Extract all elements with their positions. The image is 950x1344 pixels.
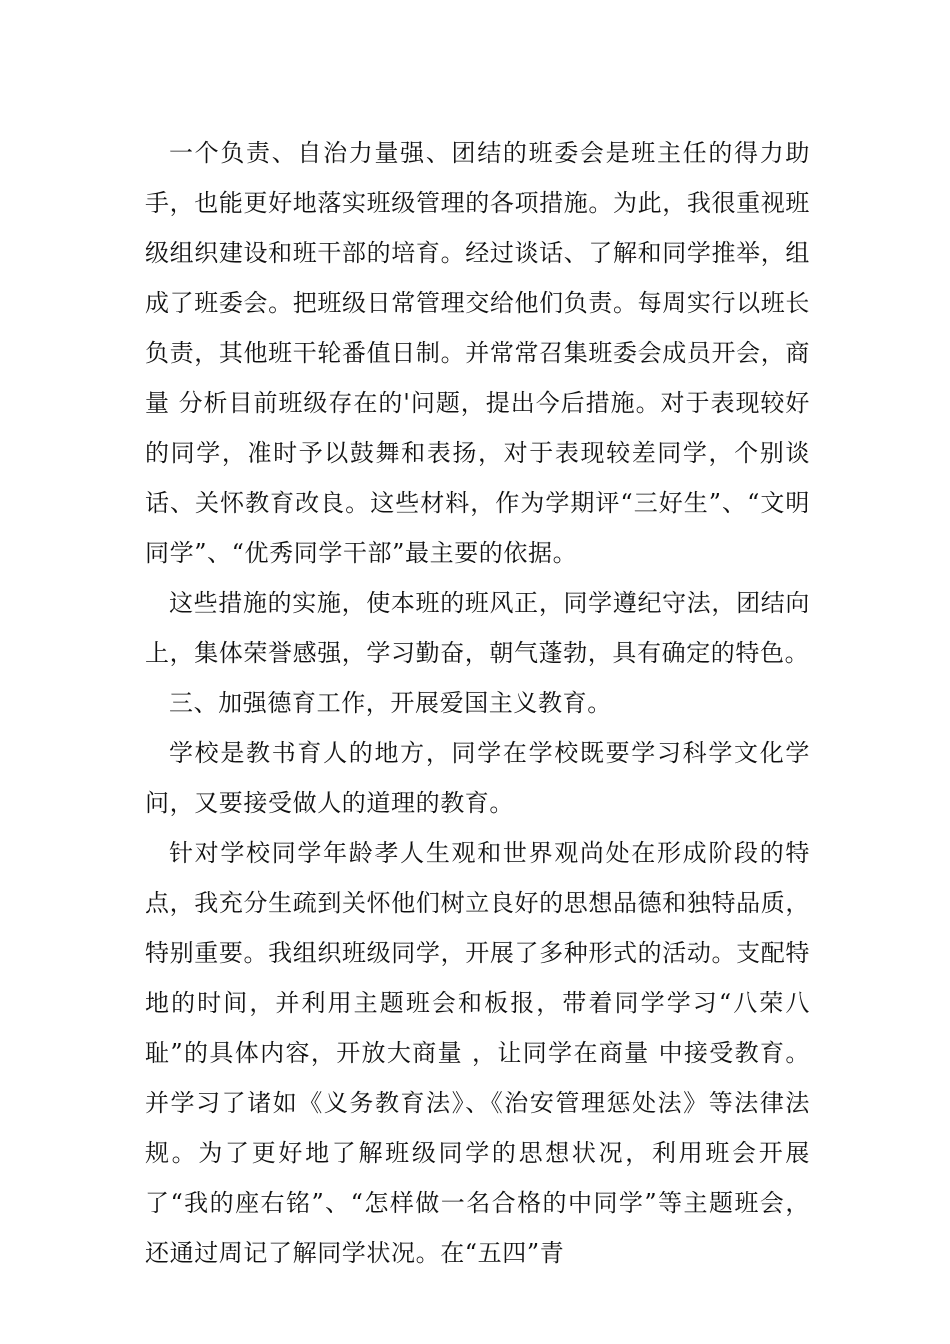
- paragraph-measures-result: 这些措施的实施，使本班的班风正，同学遵纪守法，团结向上，集体荣誉感强，学习勤奋，朝气蓬勃，具有确定的特色。: [145, 589, 810, 667]
- paragraph-activities: 针对学校同学年龄孝人生观和世界观尚处在形成阶段的特点，我充分生疏到关怀他们树立良好的思想品德和独特品质，特别重要。我组织班级同学，开展了多种形式的活动。支配特地的时间，并利用主题班会和板报，带着同学学习“八荣八耻”的具体内容，开放大商量 ，让同学在商量 中接受教育。并学习了诸如《义务教育法》、《治安管理惩处法》等法律法规。为了更好地了解班级同学的思想状况，利用班会开展了“我的座右铭”、“怎样做一名合格的中同学”等主题班会，还通过周记了解同学状况。在“五四”青: [145, 839, 810, 1267]
- section-heading-moral-education: 三、加强德育工作，开展爱国主义教育。: [169, 689, 612, 717]
- paragraph-class-committee: 一个负责、自治力量强、团结的班委会是班主任的得力助手，也能更好地落实班级管理的各项措施。为此，我很重视班级组织建设和班干部的培育。经过谈话、了解和同学推举，组成了班委会。把班级日常管理交给他们负责。每周实行以班长负责，其他班干轮番值日制。并常常召集班委会成员开会，商量 分析目前班级存在的'问题，提出今后措施。对于表现较好的同学，准时予以鼓舞和表扬，对于表现较差同学，个别谈话、关怀教育改良。这些材料，作为学期评“三好生”、“文明同学”、“优秀同学干部”最主要的依据。: [145, 139, 810, 567]
- paragraph-school-purpose: 学校是教书育人的地方，同学在学校既要学习科学文化学问，又要接受做人的道理的教育。: [145, 739, 810, 817]
- document-body: [145, 128, 810, 1278]
